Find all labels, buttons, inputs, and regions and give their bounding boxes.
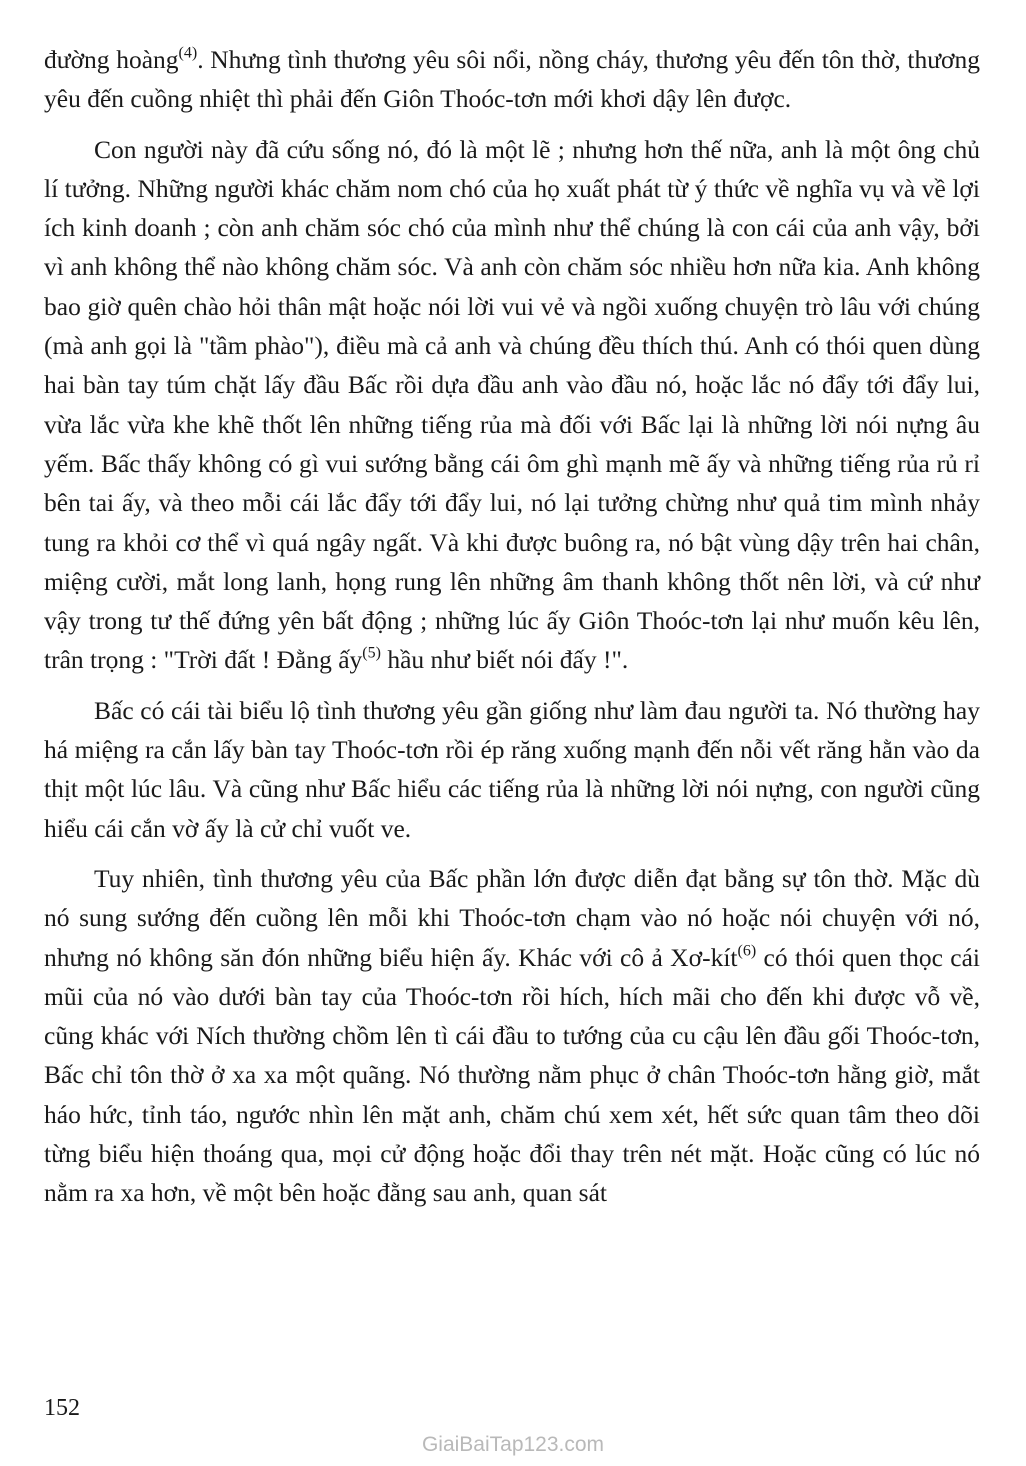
footnote-ref-4: (4) — [178, 44, 198, 62]
footnote-ref-5: (5) — [362, 645, 381, 663]
paragraph-4-text-2: có thói quen thọc cái mũi của nó vào dưới bàn tay của Thoóc-tơn rồi hích, hích mãi cho đến khi được vỗ về, cũng khác với Ních thường chồm lên tì cái đầu to tướng của cu cậu lên đầu gối Thoóc-tơn, Bấc chỉ tôn thờ ở xa xa một quãng. Nó thường nằm phục ở chân Thoóc-tơn hằng giờ, mắt háo hức, tỉnh táo, ngước nhìn lên mặt anh, chăm chú xem xét, hết sức quan tâm theo dõi từng biểu hiện thoáng qua, mọi cử động hoặc đổi thay trên nét mặt. Hoặc cũng có lúc nó nằm ra xa hơn, về một bên hoặc đằng sau anh, quan sát — [44, 942, 980, 1208]
paragraph-3-text-1: Bấc có cái tài biểu lộ tình thương yêu gần giống như làm đau người ta. Nó thường hay há miệng ra cắn lấy bàn tay Thoóc-tơn rồi ép răng xuống mạnh đến nỗi vết răng hằn vào da thịt một lúc lâu. Và cũng như Bấc hiểu các tiếng rủa là những lời nói nựng, con người cũng hiểu cái cắn vờ ấy là cử chỉ vuốt ve. — [44, 695, 980, 843]
paragraph-2 — [44, 130, 980, 680]
paragraph-2-text-2: hầu như biết nói đấy !". — [380, 645, 629, 675]
book-page-text — [44, 40, 980, 1224]
paragraph-1-text-1: đường hoàng — [44, 45, 179, 74]
footnote-ref-6: (6) — [737, 942, 757, 960]
paragraph-1-text-2: . Nhưng tình thương yêu sôi nổi, nồng cháy, thương yêu đến tôn thờ, thương yêu đến cuồng nhiệt thì phải đến Giôn Thoóc-tơn mới khơi dậy lên được. — [44, 45, 981, 114]
paragraph-4-text-1: Tuy nhiên, tình thương yêu của Bấc phần lớn được diễn đạt bằng sự tôn thờ. Mặc dù nó sung sướng đến cuồng lên mỗi khi Thoóc-tơn chạm vào nó hoặc nói chuyện với nó, nhưng nó không săn đón những biểu hiện ấy. Khác với cô ả Xơ-kít — [44, 863, 980, 972]
paragraph-4 — [44, 859, 980, 1213]
page-number: 152 — [44, 1395, 80, 1421]
paragraph-1 — [44, 40, 980, 119]
paragraph-3 — [44, 691, 980, 848]
paragraph-2-text-1: Con người này đã cứu sống nó, đó là một lẽ ; nhưng hơn thế nữa, anh là một ông chủ lí tưởng. Những người khác chăm nom chó của họ xuất phát từ ý thức về nghĩa vụ và về lợi ích kinh doanh ; còn anh chăm sóc chó của mình như thể chúng là con cái của anh vậy, bởi vì anh không thể nào không chăm sóc. Và anh còn chăm sóc nhiều hơn nữa kia. Anh không bao giờ quên chào hỏi thân mật hoặc nói lời vui vẻ và ngồi xuống chuyện trò lâu với chúng (mà anh gọi là "tầm phào"), điều mà cả anh và chúng đều thích thú. Anh có thói quen dùng hai bàn tay túm chặt lấy đầu Bấc rồi dựa đầu anh vào đầu nó, hoặc lắc nó đẩy tới đẩy lui, vừa lắc vừa khe khẽ thốt lên những tiếng rủa mà đối với Bấc lại là những lời nói nựng âu yếm. Bấc thấy không có gì vui sướng bằng cái ôm ghì mạnh mẽ ấy và những tiếng rủa rủ rỉ bên tai ấy, và theo mỗi cái lắc đẩy tới đẩy lui, nó lại tưởng chừng như quả tim mình nhảy tung ra khỏi cơ thể vì quá ngây ngất. Và khi được buông ra, nó bật vùng dậy trên hai chân, miệng cười, mắt long lanh, họng rung lên những âm thanh không thốt nên lời, và cứ như vậy trong tư thế đứng yên bất động ; những lúc ấy Giôn Thoóc-tơn lại như muốn kêu lên, trân trọng : "Trời đất ! Đằng ấy — [44, 134, 980, 675]
watermark: GiaiBaiTap123.com — [421, 1433, 605, 1456]
